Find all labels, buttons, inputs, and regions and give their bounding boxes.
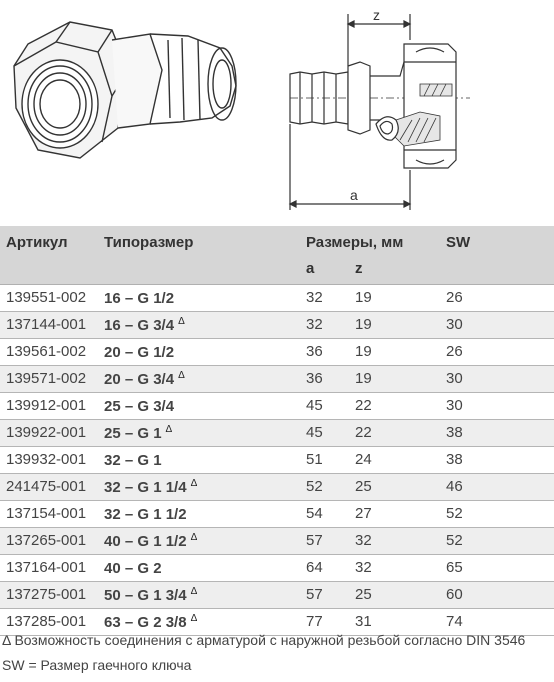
header-z: z [355,260,363,277]
z-cell: 25 [355,586,372,603]
table-row [0,447,554,474]
article-cell: 137154-001 [6,505,87,522]
size-text: 32 – G 1 1/4 [104,479,187,496]
z-cell: 32 [355,532,372,549]
fitting-illustrations [0,0,554,226]
article-cell: 137275-001 [6,586,87,603]
size-text: 40 – G 2 [104,560,162,577]
size-cell [104,559,166,577]
size-text: 63 – G 2 3/8 [104,614,187,631]
size-text: 25 – G 3/4 [104,398,175,415]
a-cell: 57 [306,586,323,603]
footnote-sw: SW = Размер гаечного ключа [2,657,192,673]
table-row [0,393,554,420]
sw-cell: 30 [446,370,463,387]
sw-cell: 60 [446,586,463,603]
table-row [0,555,554,582]
size-text: 20 – G 3/4 [104,371,175,388]
sw-cell: 30 [446,316,463,333]
z-cell: 31 [355,613,372,630]
z-cell: 19 [355,343,372,360]
table-row [0,582,554,609]
size-text: 32 – G 1 [104,452,162,469]
table-row [0,366,554,393]
article-cell: 139571-002 [6,370,87,387]
table-row [0,474,554,501]
din-mark: Δ [190,478,198,489]
a-cell: 77 [306,613,323,630]
table-body [0,285,554,636]
din-mark: Δ [190,586,198,597]
size-text: 20 – G 1/2 [104,344,175,361]
a-cell: 45 [306,397,323,414]
article-cell: 139912-001 [6,397,87,414]
a-cell: 32 [306,289,323,306]
din-mark: Δ [190,532,198,543]
size-cell [104,370,185,388]
z-cell: 19 [355,316,372,333]
z-cell: 22 [355,424,372,441]
size-cell [104,424,172,442]
a-cell: 36 [306,370,323,387]
header-dims: Размеры, мм [306,234,404,251]
z-cell: 22 [355,397,372,414]
size-text: 16 – G 1/2 [104,290,175,307]
table-row [0,528,554,555]
header-sw: SW [446,234,471,251]
footnote-connection: Δ Возможность соединения с арматурой с наружной резьбой согласно DIN 3546 [2,632,526,648]
z-cell: 19 [355,370,372,387]
header-size: Типоразмер [104,234,194,251]
a-cell: 45 [306,424,323,441]
dim-z-label: z [373,7,380,23]
a-cell: 52 [306,478,323,495]
din-mark: Δ [165,424,173,435]
table-row [0,501,554,528]
a-cell: 64 [306,559,323,576]
a-cell: 54 [306,505,323,522]
size-cell [104,505,191,523]
a-cell: 36 [306,343,323,360]
header-article: Артикул [6,234,68,251]
size-text: 16 – G 3/4 [104,317,175,334]
sw-cell: 38 [446,451,463,468]
size-text: 32 – G 1 1/2 [104,506,187,523]
sw-cell: 46 [446,478,463,495]
z-cell: 32 [355,559,372,576]
size-cell [104,289,178,307]
article-cell: 137144-001 [6,316,87,333]
sw-cell: 52 [446,505,463,522]
size-cell [104,397,178,415]
article-cell: 139922-001 [6,424,87,441]
product-drawings [0,0,554,226]
size-cell [104,343,178,361]
z-cell: 27 [355,505,372,522]
dim-a-label: a [350,187,358,203]
article-cell: 137164-001 [6,559,87,576]
table-row [0,339,554,366]
sw-cell: 26 [446,289,463,306]
size-text: 25 – G 1 [104,425,162,442]
table-row [0,420,554,447]
z-cell: 19 [355,289,372,306]
sw-cell: 38 [446,424,463,441]
a-cell: 51 [306,451,323,468]
article-cell: 139551-002 [6,289,87,306]
article-cell: 137265-001 [6,532,87,549]
size-cell [104,613,197,631]
table-row [0,312,554,339]
din-mark: Δ [190,613,198,624]
sw-cell: 26 [446,343,463,360]
fitting-3d-illustration [14,22,236,158]
article-cell: 139561-002 [6,343,87,360]
size-cell [104,586,197,604]
sw-cell: 65 [446,559,463,576]
header-a: a [306,260,315,277]
sw-cell: 74 [446,613,463,630]
article-cell: 241475-001 [6,478,87,495]
din-mark: Δ [178,370,185,381]
article-cell: 137285-001 [6,613,87,630]
size-cell [104,532,197,550]
a-cell: 32 [306,316,323,333]
fitting-section-drawing [290,14,470,210]
size-cell [104,316,185,334]
din-mark: Δ [178,316,185,327]
size-cell [104,478,197,496]
size-text: 50 – G 1 3/4 [104,587,187,604]
article-cell: 139932-001 [6,451,87,468]
sw-cell: 30 [446,397,463,414]
z-cell: 24 [355,451,372,468]
z-cell: 25 [355,478,372,495]
a-cell: 57 [306,532,323,549]
table-header [0,226,554,285]
table-row [0,285,554,312]
size-text: 40 – G 1 1/2 [104,533,187,550]
specs-table [0,226,554,636]
size-cell [104,451,166,469]
sw-cell: 52 [446,532,463,549]
